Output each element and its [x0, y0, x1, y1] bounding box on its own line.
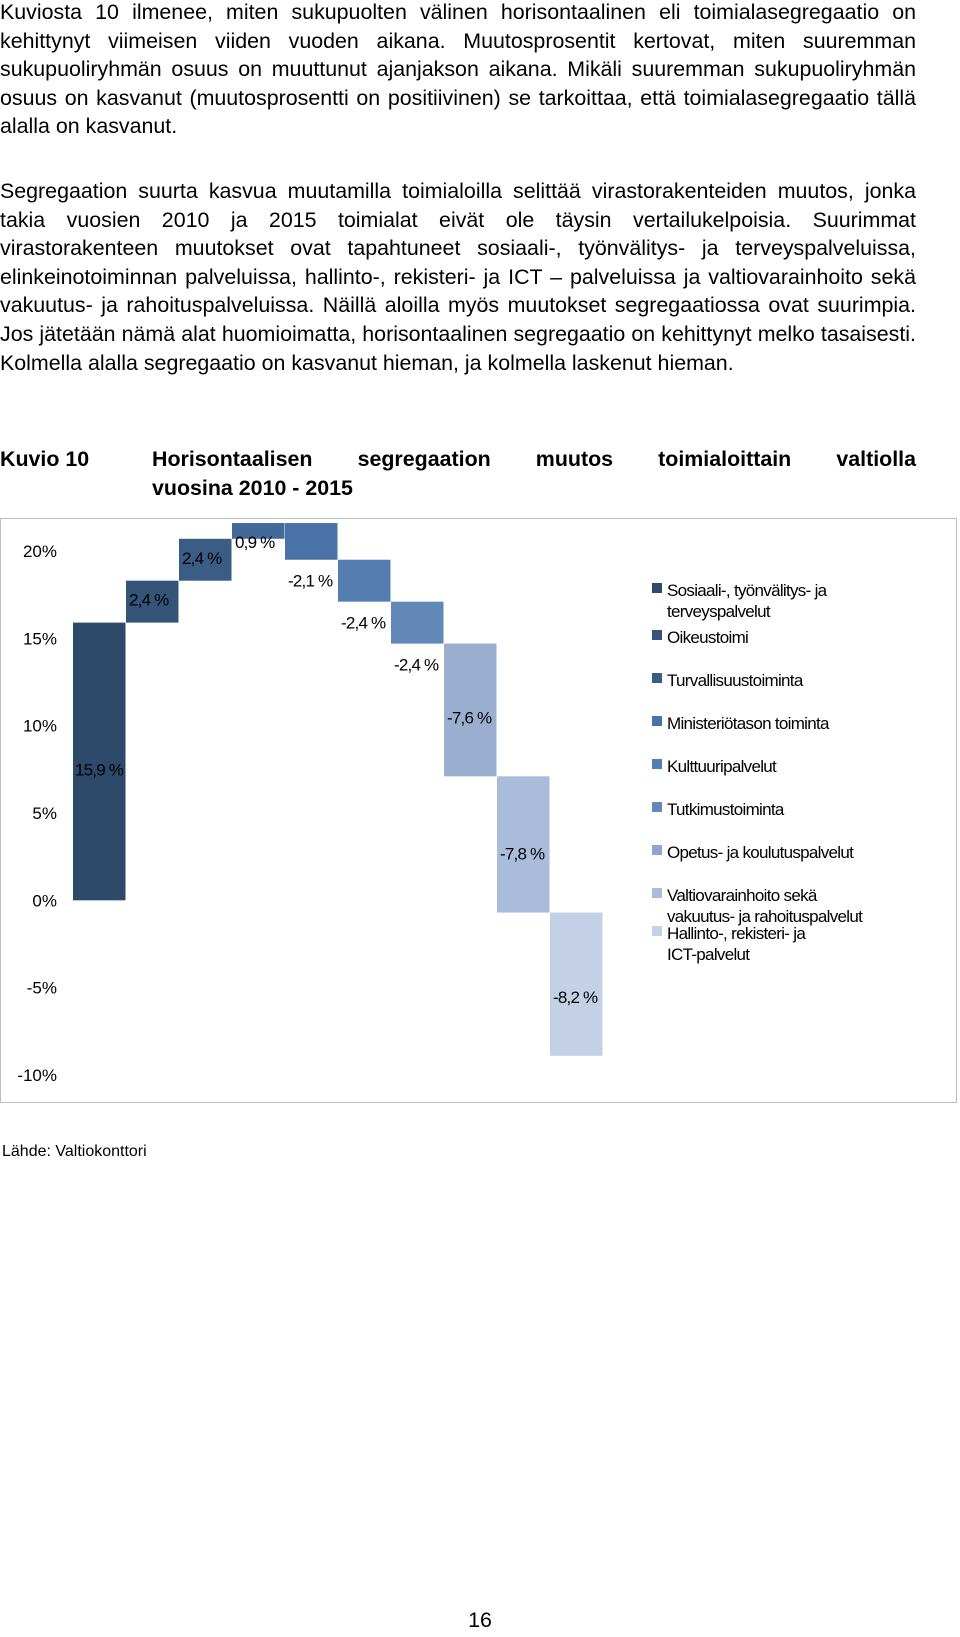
bar-data-label: -2,4 % [394, 655, 439, 675]
bar-data-label: 2,4 % [182, 548, 222, 568]
explanation-paragraph: Segregaation suurta kasvua muutamilla toimialoilla selittää virastorakenteiden muutos, jonka takia vuosien 2010 ja 2015 toimialat eivät ole täysin vertailukelpoisia. Suurimmat virastorakenteen muutokset ovat tapahtuneet sosiaali-, työnvälitys- ja terveyspalveluissa, elinkeinotoiminnan palveluissa, hallinto-, rekisteri- ja ICT – palveluissa ja valtiovarainhoito sekä vakuutus- ja rahoituspalveluissa. Näillä aloilla myös muutokset segregaatiossa ovat suurimpia. Jos jätetään nämä alat huomioimatta, horisontaalinen segregaatio on kehittynyt melko tasaisesti. Kolmella alalla segregaatio on kasvanut hieman, ja kolmella laskenut hieman. [0, 179, 916, 375]
legend-label: Tutkimustoiminta [667, 800, 784, 819]
legend-swatch [652, 926, 662, 936]
bar [285, 523, 338, 560]
y-axis [17, 542, 57, 1085]
y-tick-label: -10% [17, 1066, 57, 1085]
legend-label: Valtiovarainhoito sekä vakuutus- ja rahoituspalvelut [667, 886, 863, 926]
legend-swatch [652, 716, 662, 726]
y-tick-label: 10% [22, 716, 57, 736]
legend-swatch [652, 630, 662, 640]
bar-data-label: -8,2 % [553, 987, 598, 1007]
legend-swatch [652, 845, 662, 855]
waterfall-bar-chart [1, 519, 956, 1102]
legend-label: Turvallisuustoiminta [667, 671, 803, 690]
y-tick-label: 5% [32, 804, 57, 823]
source-note: Lähde: Valtiokonttori [2, 1143, 147, 1160]
legend-label: Sosiaali-, työnvälitys- ja terveyspalvelut [667, 581, 827, 621]
legend-swatch [652, 888, 662, 898]
figure-title-line-1: Horisontaalisen segregaation muutos toimialoittain valtiolla [152, 447, 916, 471]
bar [550, 913, 603, 1056]
bar [391, 602, 444, 644]
bar-data-label: -7,6 % [447, 708, 492, 728]
bar-data-label: -2,4 % [341, 613, 386, 633]
bar-data-label: -7,8 % [500, 844, 545, 864]
data-labels [75, 533, 598, 1007]
legend-swatch [652, 759, 662, 769]
y-tick-label: -5% [26, 978, 57, 998]
chart-frame [0, 518, 957, 1103]
page-number: 16 [468, 1608, 492, 1632]
figure-title [152, 445, 916, 502]
legend-label: Opetus- ja koulutuspalvelut [667, 843, 854, 862]
y-tick-label: 20% [22, 542, 57, 561]
bar-data-label: -2,1 % [288, 571, 333, 591]
legend [652, 581, 863, 964]
bar [338, 560, 391, 602]
legend-label: Ministeriötason toiminta [667, 714, 829, 733]
legend-swatch [652, 802, 662, 812]
legend-label: Oikeustoimi [667, 628, 749, 647]
y-tick-label: 15% [22, 629, 57, 649]
figure-number: Kuvio 10 [0, 447, 90, 471]
bar-data-label: 2,4 % [129, 590, 169, 610]
legend-swatch [652, 583, 662, 593]
y-tick-label: 0% [32, 891, 57, 911]
figure-title-line-2: vuosina 2010 - 2015 [152, 475, 353, 500]
legend-swatch [652, 673, 662, 683]
intro-paragraph: Kuviosta 10 ilmenee, miten sukupuolten välinen horisontaalinen eli toimialasegregaatio on kehittynyt viimeisen viiden vuoden aikana. Muutosprosentit kertovat, miten suuremman sukupuoliryhmän osuus on muuttunut ajanjakson aikana. Mikäli suuremman sukupuoliryhmän osuus on kasvanut (muutosprosentti on positiivinen) se tarkoittaa, että toimialasegregaatio tällä alalla on kasvanut. [0, 0, 916, 139]
bar-data-label: 15,9 % [75, 760, 124, 780]
legend-label: Hallinto-, rekisteri- ja ICT-palvelut [667, 924, 806, 964]
bar-data-label: 0,9 % [235, 533, 275, 553]
legend-label: Kulttuuripalvelut [667, 757, 777, 776]
